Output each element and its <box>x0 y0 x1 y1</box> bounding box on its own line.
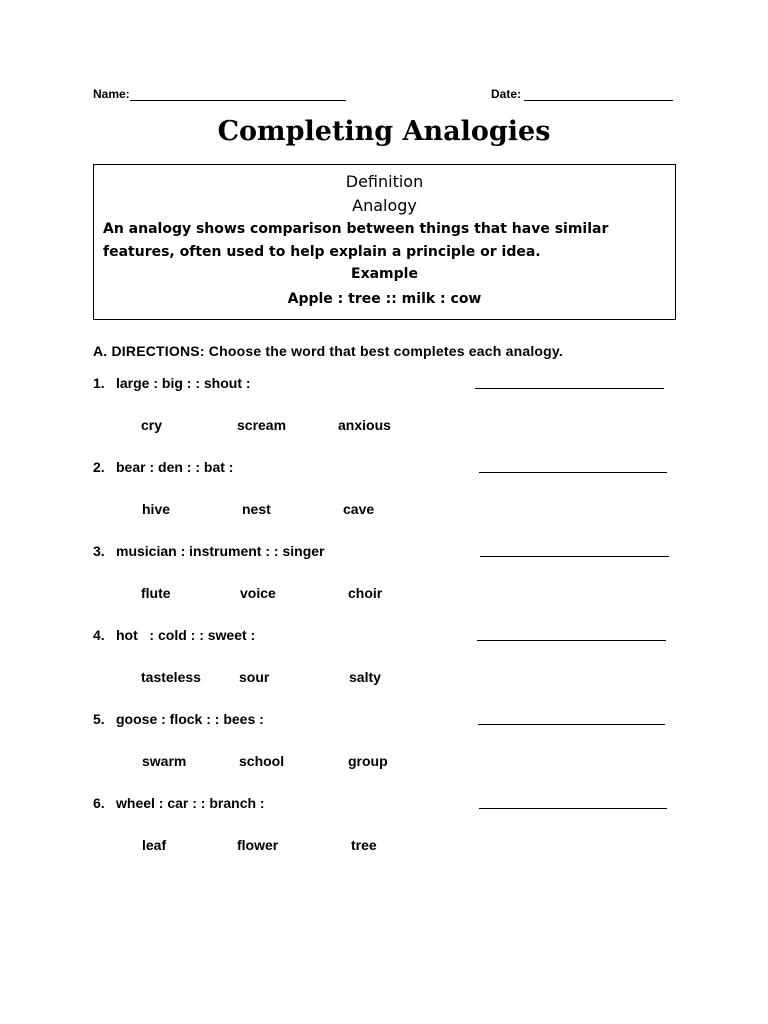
question-number: 6. <box>93 795 105 811</box>
option: school <box>239 753 285 769</box>
example-label: Example <box>351 266 418 282</box>
question-prompt <box>93 375 251 391</box>
option: hive <box>142 501 171 517</box>
question-text: wheel : car : : branch : <box>116 795 265 811</box>
answer-line[interactable] <box>479 472 667 473</box>
answer-line[interactable] <box>475 388 664 389</box>
question-number: 2. <box>93 459 105 475</box>
question-prompt <box>93 459 233 475</box>
page-title: Completing Analogies <box>217 116 551 147</box>
question-prompt <box>93 795 265 811</box>
option: flower <box>237 837 279 853</box>
option: tasteless <box>141 669 201 685</box>
question-prompt <box>93 711 264 727</box>
option: leaf <box>142 837 167 853</box>
option: group <box>348 753 388 769</box>
option: swarm <box>142 753 187 769</box>
option: nest <box>242 501 271 517</box>
option: anxious <box>338 417 391 433</box>
option: choir <box>348 585 383 601</box>
answer-line[interactable] <box>479 808 667 809</box>
name-line[interactable] <box>130 86 346 101</box>
question-number: 4. <box>93 627 105 643</box>
name-label: Name: <box>93 87 130 101</box>
answer-line[interactable] <box>478 724 665 725</box>
question-prompt <box>93 543 324 559</box>
question-number: 5. <box>93 711 105 727</box>
question-text: hot : cold : : sweet : <box>116 627 256 643</box>
definition-term: Analogy <box>352 196 417 215</box>
option: voice <box>240 585 276 601</box>
answer-line[interactable] <box>477 640 666 641</box>
definition-box <box>93 164 676 320</box>
question-text: musician : instrument : : singer <box>116 543 325 559</box>
date-line[interactable] <box>524 86 673 101</box>
directions: A. DIRECTIONS: Choose the word that best completes each analogy. <box>93 343 563 359</box>
option: cave <box>343 501 375 517</box>
name-field[interactable] <box>93 86 346 101</box>
option: scream <box>237 417 287 433</box>
question-text: bear : den : : bat : <box>116 459 234 475</box>
option: salty <box>349 669 381 685</box>
definition-heading: Definition <box>345 172 424 191</box>
question-prompt <box>93 627 255 643</box>
example-text: Apple : tree :: milk : cow <box>287 291 482 307</box>
question-number: 1. <box>93 375 105 391</box>
date-label: Date: <box>491 87 522 101</box>
answer-line[interactable] <box>480 556 669 557</box>
date-field[interactable] <box>491 86 673 101</box>
option: sour <box>239 669 270 685</box>
question-text: large : big : : shout : <box>116 375 251 391</box>
question-text: goose : flock : : bees : <box>116 711 264 727</box>
definition-text: An analogy shows comparison between things that have similar features, often used to help explain a principle or idea. <box>103 221 609 260</box>
question-number: 3. <box>93 543 105 559</box>
option: flute <box>141 585 171 601</box>
option: tree <box>351 837 377 853</box>
option: cry <box>141 417 163 433</box>
